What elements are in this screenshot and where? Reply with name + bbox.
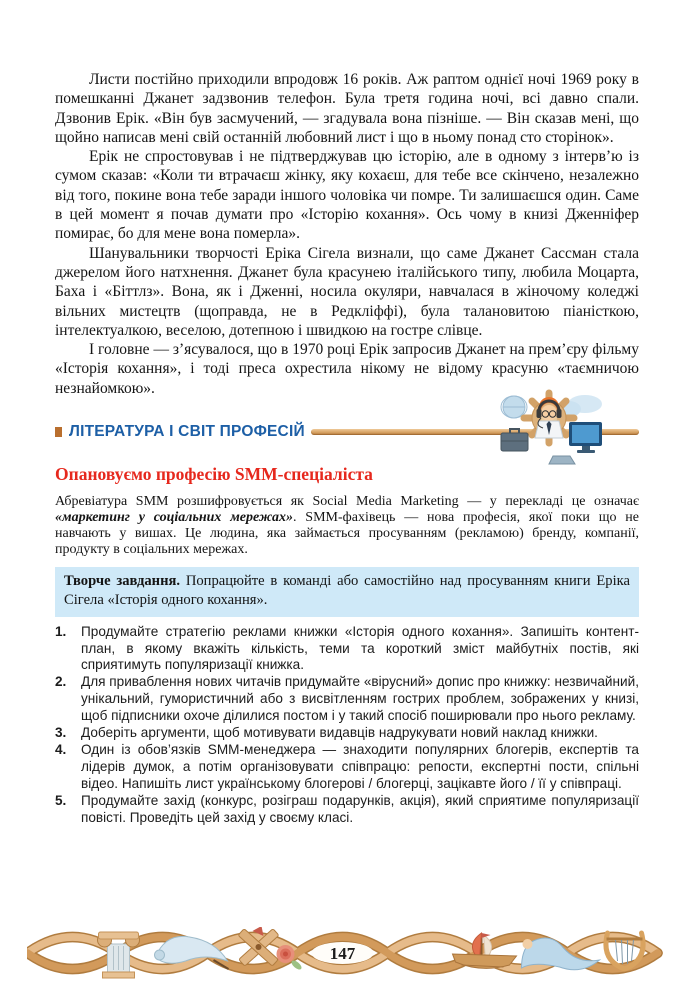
list-item-number: 2. [55, 674, 67, 690]
list-item [55, 742, 639, 793]
task-box-text: Попрацюйте в команді або самостійно над просуванням книги Еріка Сігела «Історія одного кохання». [64, 572, 630, 608]
intro-text: Абревіатура SMM розшифровується як Social Media Marketing — у перекладі це означає [55, 494, 639, 510]
body-paragraph: Шанувальники творчості Еріка Сігела визнали, що саме Джанет Сассман стала джерелом його натхнення. Джанет була красунею італійського типу, любила Моцарта, Баха і «Біттлз». Вона, як і Дженні, носила окуляри, навчалася в жіночому коледжі вільних мистецтв (щоправда, не в Редкліффі), була талановитою піаністкою, інтелектуалкою, веселою, дотепною і швидкою на гостре слівце. [55, 244, 639, 339]
list-item-number: 1. [55, 623, 67, 639]
intro-emphasis: «маркетинг у соціальних мережах» [55, 509, 294, 525]
list-item-text: Для приваблення нових читачів придумайте «вірусний» допис про книжку: незвичайний, унікальний, гумористичний або з висвітленням гострих проблем, зображених у книзі, щоб підписники охоче ділилися постом і у такий спосіб поширювали про нього рекламу. [81, 674, 639, 724]
list-item-text: Один із обов’язків SMM-менеджера — знаходити популярних блогерів, експертів та лідерів думок, а потім організовувати співпрацю: репости, експертні пости, спільні відео. Напишіть лист українському блогерові / блогерці, зацікавте його / її у співпраці. [81, 742, 639, 791]
list-item-number: 4. [55, 742, 67, 758]
page-number: 147 [329, 944, 356, 963]
briefcase-icon [501, 429, 528, 451]
rubric-header [55, 412, 639, 452]
windmill-icon [238, 927, 279, 966]
list-item [55, 624, 639, 675]
body-paragraph: Листи постійно приходили впродовж 16 років. Аж раптом однієї ночі 1969 року в помешканні Джанет задзвонив телефон. Була третя година ночі, всі давно спали. Дзвонив Ерік. «Він був засмучений, — згадувала вона пізніше. — Він сказав мені, що щойно написав мені свій останній любовний лист і що в ньому понад сто сторінок». [55, 71, 639, 146]
footer-ornament-band [27, 927, 668, 979]
intro-text: . SMM-фахівець — нова професія, якої поки що не навчають у вишах. Це людина, яка займається просуванням (рекламою) бренду, компанії, продукту в соціальних мережах. [55, 509, 639, 557]
creative-task-box [55, 567, 639, 617]
rubric-label: ЛІТЕРАТУРА І СВІТ ПРОФЕСІЙ [69, 423, 305, 441]
body-paragraph: Ерік не спростовував і не підтверджував цю історію, але в одному з інтерв’ю із сумом сказав: «Коли ти втрачаєш жінку, яку кохаєш, для тебе все скінчено, незалежно від того, покине вона тебе заради іншого чоловіка чи помре. Ти залишаєшся один. Саме в цей момент я почав думати про «Історію кохання». Ось чому в книзі Дженніфер помирає, бо для мене вона померла». [55, 148, 639, 243]
list-item-text: Доберіть аргументи, щоб мотивувати видавців надрукувати новий наклад книжки. [81, 725, 598, 741]
task-list [55, 624, 639, 827]
section-title: Опановуємо професію SMM-спеціаліста [55, 464, 373, 485]
column-capital-icon [98, 932, 140, 978]
task-box-label: Творче завдання. [64, 572, 181, 589]
list-item-text: Продумайте стратегію реклами книжки «Історія одного кохання». Запишіть контент-план, в якому вкажіть кількість, теми та короткий зміст майбутніх постів, які сприятимуть популяризації книжка. [81, 623, 639, 673]
list-item [55, 793, 639, 827]
list-item-text: Продумайте захід (конкурс, розіграш подарунків, акція), який сприятиме популяризації повісті. Проведіть цей захід у своєму класі. [81, 792, 639, 825]
intro-paragraph [55, 494, 639, 558]
monitor-icon [569, 422, 602, 453]
list-item [55, 674, 639, 725]
list-item-number: 3. [55, 725, 67, 741]
list-item [55, 725, 639, 742]
square-bullet-icon [55, 427, 62, 437]
smm-specialist-illustration [497, 388, 609, 468]
body-paragraph: І головне — з’ясувалося, що в 1970 році Ерік запросив Джанет на прем’єру фільму «Історія кохання», і тоді преса охрестила нікому не відому красуню «таємничою незнайомкою». [55, 341, 639, 397]
list-item-number: 5. [55, 792, 67, 808]
laptop-icon [549, 456, 575, 464]
